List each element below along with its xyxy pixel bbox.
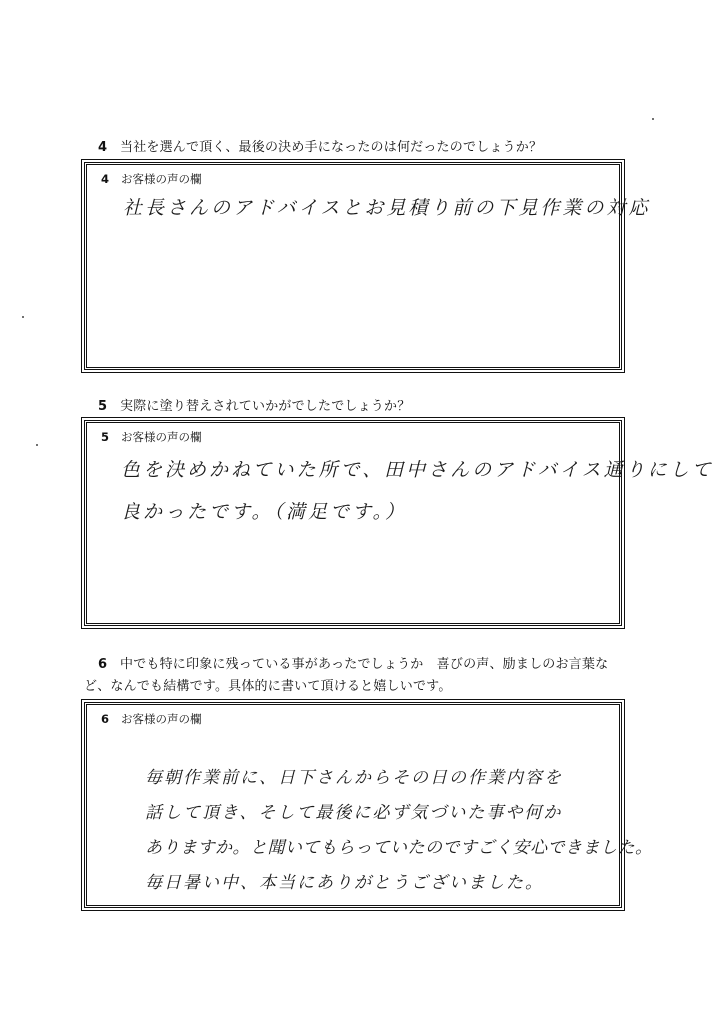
answer-line: ありますか。と聞いてもらっていたのですごく安心できました。: [145, 838, 653, 858]
box-label-text: お客様の声の欄: [121, 172, 202, 186]
answer-line: 毎朝作業前に、日下さんからその日の作業内容を: [145, 768, 563, 788]
answer-box-5: [84, 420, 714, 626]
answer-line: 話して頂き、そして最後に必ず気づいた事や何か: [145, 803, 563, 823]
box-label: [101, 171, 202, 187]
scan-speck: [652, 118, 654, 120]
answer-line: 良かったです。（満足です。）: [121, 501, 407, 523]
question-number: 6: [98, 657, 108, 672]
box-label-text: お客様の声の欄: [121, 712, 202, 726]
answer-box-6: [84, 702, 653, 908]
answer-line: 毎日暑い中、本当にありがとうございました。: [145, 873, 544, 893]
box-label: [101, 429, 202, 445]
box-label: [101, 711, 202, 727]
answer-line: 色を決めかねていた所で、田中さんのアドバイス通りにして: [121, 459, 714, 481]
scan-speck: [22, 316, 24, 318]
answer-line: 社長さんのアドバイスとお見積り前の下見作業の対応: [123, 197, 651, 219]
question-number: 5: [98, 399, 108, 414]
box-label-text: お客様の声の欄: [121, 430, 202, 444]
handwritten-answer: [121, 449, 714, 533]
box-number: 4: [101, 172, 110, 186]
box-number: 5: [101, 430, 110, 444]
question-text-line-1: 中でも特に印象に残っている事があったでしょうか 喜びの声、励ましのお言葉な: [120, 657, 609, 672]
question-5: [98, 396, 698, 418]
handwritten-answer: [123, 193, 650, 223]
question-6-continued: [84, 676, 684, 698]
question-text: 実際に塗り替えされていかがでしたでしょうか？: [120, 399, 411, 414]
scan-speck: [36, 444, 38, 446]
answer-box-4: [84, 162, 651, 370]
question-text: 当社を選んで頂く、最後の決め手になったのは何だったのでしょうか？: [120, 140, 543, 155]
question-number: 4: [98, 140, 108, 155]
question-text-line-2: ど、なんでも結構です。具体的に書いて頂けると嬉しいです。: [84, 679, 452, 694]
question-4: [98, 137, 698, 159]
box-number: 6: [101, 712, 110, 726]
handwritten-answer: [145, 761, 653, 901]
question-6: [98, 654, 698, 676]
